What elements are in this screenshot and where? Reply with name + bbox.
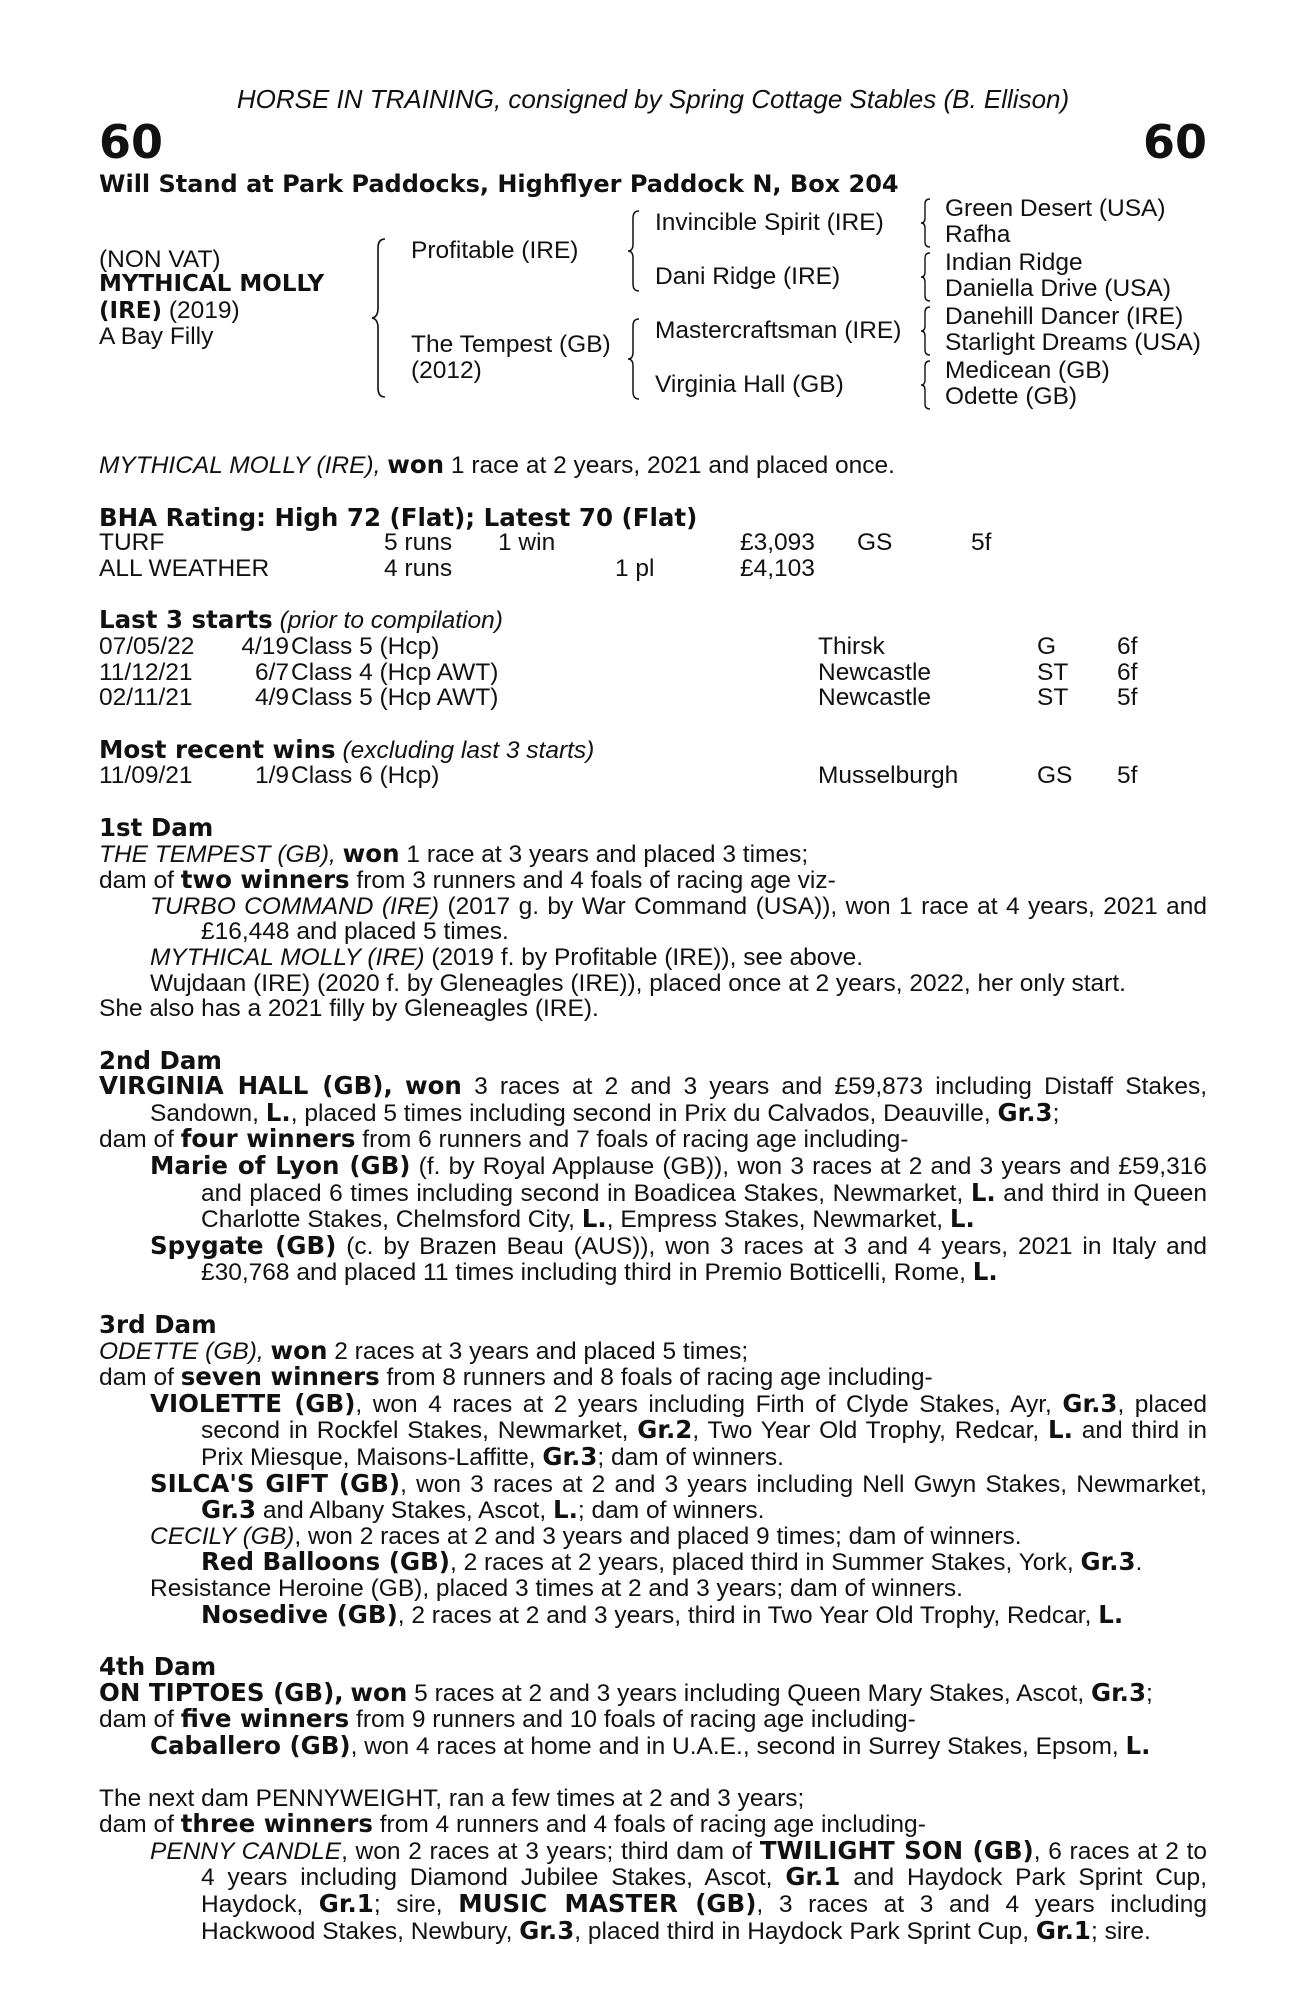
progeny-record: , Empress Stakes, Newmarket, <box>606 1206 950 1234</box>
dam2-line1 <box>99 1073 1207 1126</box>
dam2-line2 <box>99 1126 1207 1153</box>
dam3-heading: 3rd Dam <box>99 1310 217 1340</box>
dam1-note: She also has a 2021 filly by Gleneagles (IRE). <box>99 995 599 1023</box>
progeny-name: TURBO COMMAND (IRE) <box>150 892 440 920</box>
horse-description: A Bay Filly <box>99 323 214 350</box>
start-position: 4/19 <box>241 632 289 660</box>
progeny-record: , placed third in Haydock Park Sprint Cup, <box>574 1917 1036 1945</box>
progeny-name: Red Balloons (GB) <box>201 1547 450 1577</box>
pedigree-brace-dam <box>627 318 641 400</box>
next-dam-progeny-1 <box>99 1835 1208 1945</box>
progeny-name: SILCA'S GIFT (GB) <box>150 1468 401 1498</box>
dam3-runners: from 8 runners and 8 foals of racing age including- <box>379 1364 933 1392</box>
start-going: ST <box>1037 684 1069 712</box>
dam2-progeny-1 <box>99 1153 1207 1233</box>
race-grade: L. <box>1098 1599 1124 1629</box>
progeny-record: , won 2 races at 3 years; third dam of <box>341 1837 760 1865</box>
start-distance: 6f <box>1117 658 1138 686</box>
recent-wins-note: (excluding last 3 starts) <box>342 736 595 764</box>
pedigree-brace-g3-3 <box>920 306 932 356</box>
dam4-progeny-1 <box>99 1730 1207 1760</box>
pedigree-brace-main <box>371 238 387 398</box>
dam-year: (2012) <box>411 357 482 384</box>
progeny-name: VIOLETTE (GB) <box>150 1388 356 1418</box>
progeny-record: (2017 g. by War Command (USA)), won 1 race at 4 years, 2021 and £16,448 and placed 5 times. <box>201 892 1207 946</box>
race-grade: Gr.1 <box>1035 1915 1091 1945</box>
rating-row-turf <box>99 530 1207 556</box>
race-grade: Gr.3 <box>1062 1388 1118 1418</box>
pedigree-table <box>99 195 1207 426</box>
start-course: Newcastle <box>818 684 932 712</box>
next-dam-line2 <box>99 1811 1207 1838</box>
horse-country: (IRE) <box>99 298 163 324</box>
race-grade: Gr.1 <box>318 1888 374 1918</box>
last3-heading: Last 3 starts <box>99 605 273 635</box>
start-row <box>99 685 1207 711</box>
start-date: 02/11/21 <box>99 684 193 712</box>
dam-dam: Virginia Hall (GB) <box>655 371 844 398</box>
start-position: 6/7 <box>254 658 289 686</box>
race-grade: Gr.3 <box>201 1495 257 1525</box>
rating-places: 1 pl <box>615 554 655 582</box>
rating-prize: £4,103 <box>740 554 815 582</box>
progeny-record: (f. by Royal Applause (GB)), won 3 races at 2 and 3 years and £59,316 and placed 6 times including second in Boadicea Stakes, Newmarket, <box>201 1153 1207 1207</box>
race-grade: L. <box>970 1177 996 1207</box>
dam4-won: won <box>350 1677 408 1707</box>
dam4-name: ON TIPTOES (GB), <box>99 1677 344 1707</box>
dam2-record: , placed 5 times including second in Prix du Calvados, Deauville, <box>290 1099 998 1127</box>
progeny-name: Nosedive (GB) <box>201 1599 398 1629</box>
dam2-won: won <box>404 1071 462 1101</box>
rating-prize: £3,093 <box>740 529 815 557</box>
dam1-progeny-3: Wujdaan (IRE) (2020 f. by Gleneagles (IRE)), placed once at 2 years, 2022, her only start. <box>150 969 1126 997</box>
race-grade: L. <box>552 1495 578 1525</box>
next-dam-winners: three winners <box>180 1809 373 1839</box>
win-row <box>99 763 1207 789</box>
lot-number-row <box>99 114 1207 170</box>
race-grade: L. <box>1048 1415 1073 1445</box>
dam4-winners: five winners <box>180 1704 350 1734</box>
horse-name: MYTHICAL MOLLY <box>99 271 325 297</box>
dam1-progeny-1 <box>99 894 1207 945</box>
summary-text: 1 race at 2 years, 2021 and placed once. <box>444 452 895 479</box>
dam-sire: Mastercraftsman (IRE) <box>655 317 902 344</box>
progeny-name: Caballero (GB) <box>150 1730 351 1760</box>
dam1-won: won <box>342 838 400 868</box>
dam3-record: 2 races at 3 years and placed 5 times; <box>327 1337 749 1365</box>
dam1-line1 <box>99 838 1207 868</box>
start-going: ST <box>1037 658 1069 686</box>
recent-wins-title <box>99 734 1207 764</box>
dam3-name: ODETTE (GB), <box>99 1337 264 1365</box>
progeny-record: , won 2 races at 2 and 3 years and placed 9 times; dam of winners. <box>294 1522 1022 1550</box>
pedigree-brace-g3-2 <box>920 252 932 302</box>
dam2-name: VIRGINIA HALL (GB), <box>99 1071 393 1101</box>
dam4-heading: 4th Dam <box>99 1652 217 1682</box>
win-position: 1/9 <box>254 762 289 790</box>
race-grade: L. <box>949 1204 975 1234</box>
race-grade: Gr.3 <box>542 1442 598 1471</box>
sire-sire: Invincible Spirit (IRE) <box>655 209 884 236</box>
dam3-progeny-2 <box>99 1468 1207 1525</box>
rating-going: GS <box>857 529 893 557</box>
g3-sdd: Daniella Drive (USA) <box>945 275 1172 302</box>
sire: Profitable (IRE) <box>411 237 579 264</box>
rating-wins: 1 win <box>498 529 556 557</box>
progeny-record: and Albany Stakes, Ascot, <box>256 1497 553 1525</box>
start-date: 11/12/21 <box>99 658 193 686</box>
progeny-record: . <box>1135 1549 1143 1577</box>
progeny-name: Spygate (GB) <box>150 1230 337 1260</box>
g3-sds: Indian Ridge <box>945 249 1083 276</box>
g3-ddd: Odette (GB) <box>945 383 1078 410</box>
race-grade: Gr.1 <box>785 1862 841 1892</box>
progeny-record: , won 3 races at 2 and 3 years including Nell Gwyn Stakes, Newmarket, <box>400 1470 1207 1498</box>
consignor-line: HORSE IN TRAINING, consigned by Spring Cottage Stables (B. Ellison) <box>236 84 1070 114</box>
rating-distance: 5f <box>971 529 992 557</box>
progeny-record: and Haydock Park Sprint Cup, Haydock, <box>201 1864 1207 1918</box>
start-position: 4/9 <box>254 684 289 712</box>
dam3-line1 <box>99 1335 1207 1365</box>
dam3-dam-of: dam of <box>99 1364 181 1392</box>
dam2-runners: from 6 runners and 7 foals of racing age including- <box>355 1126 909 1154</box>
progeny-name: MYTHICAL MOLLY (IRE) <box>150 943 425 971</box>
dam3-progeny-3-offspring <box>99 1549 1207 1576</box>
race-grade: Gr.3 <box>1090 1677 1147 1707</box>
dam1-progeny-2 <box>99 945 1207 971</box>
dam2-winners: four winners <box>180 1124 356 1154</box>
dam2-dam-of: dam of <box>99 1126 181 1154</box>
dam3-winners: seven winners <box>180 1362 380 1392</box>
rating-row-all-weather <box>99 556 1207 582</box>
progeny-record: , 3 races at 3 and 4 years including Hackwood Stakes, Newbury, <box>201 1890 1207 1945</box>
progeny-name: TWILIGHT SON (GB) <box>759 1835 1034 1865</box>
pedigree-brace-g3-4 <box>920 360 932 410</box>
start-going: G <box>1037 632 1057 660</box>
dam2-record: 3 races at 2 and 3 years and £59,873 including Distaff Stakes, Sandown, <box>150 1073 1207 1127</box>
g3-ssd: Rafha <box>945 221 1011 248</box>
dam1-runners: from 3 runners and 4 foals of racing age viz- <box>349 867 836 895</box>
rating-runs: 4 runs <box>384 554 453 582</box>
progeny-record: ; dam of winners. <box>597 1444 784 1471</box>
dam2-progeny-2 <box>99 1230 1208 1287</box>
progeny-record: (2019 f. by Profitable (IRE)), see above. <box>424 943 864 971</box>
race-grade: Gr.2 <box>637 1415 693 1445</box>
start-distance: 6f <box>1117 632 1138 660</box>
dam1-line2 <box>99 867 1207 894</box>
sire-dam: Dani Ridge (IRE) <box>655 263 841 290</box>
start-class: Class 5 (Hcp AWT) <box>291 684 499 712</box>
win-going: GS <box>1037 762 1073 790</box>
g3-sss: Green Desert (USA) <box>945 195 1166 222</box>
catalogue-page <box>99 84 1207 1944</box>
vat-status: (NON VAT) <box>99 246 221 273</box>
horse-name-country-year <box>99 298 240 325</box>
start-course: Newcastle <box>818 658 932 686</box>
win-class: Class 6 (Hcp) <box>291 762 440 790</box>
progeny-record: and third in Prix Miesque, Maisons-Laffitte, <box>201 1417 1207 1471</box>
race-grade: Gr.3 <box>997 1097 1053 1127</box>
start-row <box>99 634 1207 660</box>
dam3-line2 <box>99 1364 1207 1391</box>
progeny-name: MUSIC MASTER (GB) <box>458 1888 757 1918</box>
g3-dds: Medicean (GB) <box>945 357 1110 384</box>
dam3-progeny-4: Resistance Heroine (GB), placed 3 times at 2 and 3 years; dam of winners. <box>150 1574 963 1602</box>
progeny-record: , 2 races at 2 and 3 years, third in Two Year Old Trophy, Redcar, <box>397 1601 1099 1629</box>
dam4-dam-of: dam of <box>99 1706 181 1734</box>
progeny-record: ; sire. <box>1090 1917 1151 1945</box>
dam4-runners: from 9 runners and 10 foals of racing age including- <box>349 1706 916 1734</box>
next-dam-of: dam of <box>99 1811 181 1839</box>
progeny-record: and third in Queen Charlotte Stakes, Chelmsford City, <box>201 1179 1207 1234</box>
dam4-line1 <box>99 1677 1207 1707</box>
win-date: 11/09/21 <box>99 762 193 790</box>
next-dam-line1: The next dam PENNYWEIGHT, ran a few times at 2 and 3 years; <box>99 1784 805 1812</box>
win-course: Musselburgh <box>818 762 959 790</box>
progeny-record: ; dam of winners. <box>577 1497 765 1525</box>
progeny-record: , Two Year Old Trophy, Redcar, <box>692 1417 1049 1445</box>
dam1-winners: two winners <box>180 865 350 895</box>
lot-number-right: 60 <box>1142 115 1207 169</box>
race-grade: L. <box>265 1097 291 1127</box>
dam1-record: 1 race at 3 years and placed 3 times; <box>399 840 809 868</box>
progeny-name: CECILY (GB) <box>150 1522 295 1550</box>
race-grade: Gr.3 <box>519 1915 575 1945</box>
horse-year: (2019) <box>168 297 240 324</box>
rating-surface: ALL WEATHER <box>99 554 270 582</box>
start-date: 07/05/22 <box>99 632 195 660</box>
last3-title <box>99 607 1207 634</box>
win-distance: 5f <box>1117 762 1138 790</box>
race-grade: L. <box>581 1204 607 1234</box>
pedigree-brace-sire <box>627 210 641 292</box>
dam: The Tempest (GB) <box>411 331 611 358</box>
dam3-won: won <box>270 1335 328 1365</box>
dam4-record: ; <box>1146 1679 1153 1707</box>
summary-won: won <box>387 450 445 479</box>
g3-dss: Danehill Dancer (IRE) <box>945 303 1184 330</box>
recent-wins-heading: Most recent wins <box>99 734 336 764</box>
race-grade: L. <box>972 1257 998 1287</box>
progeny-record: , placed second in Rockfel Stakes, Newmarket, <box>201 1390 1207 1445</box>
summary-horse-name: MYTHICAL MOLLY (IRE), <box>99 452 381 479</box>
last3-note: (prior to compilation) <box>279 607 503 635</box>
progeny-name: PENNY CANDLE <box>150 1837 342 1865</box>
stand-location: Will Stand at Park Paddocks, Highflyer Paddock N, Box 204 <box>99 170 899 198</box>
dam3-progeny-3 <box>99 1524 1207 1550</box>
start-class: Class 4 (Hcp AWT) <box>291 658 499 686</box>
dam3-progeny-4-offspring <box>99 1599 1207 1629</box>
bha-rating-title: BHA Rating: High 72 (Flat); Latest 70 (Flat) <box>99 502 698 532</box>
race-grade: L. <box>1125 1730 1151 1760</box>
progeny-record: , won 4 races at 2 years including Firth of Clyde Stakes, Ayr, <box>355 1390 1063 1418</box>
rating-surface: TURF <box>99 529 165 557</box>
start-distance: 5f <box>1117 684 1138 712</box>
start-course: Thirsk <box>818 632 885 660</box>
dam2-record: ; <box>1052 1099 1060 1127</box>
dam2-heading: 2nd Dam <box>99 1045 222 1075</box>
progeny-record: , won 4 races at home and in U.A.E., second in Surrey Stakes, Epsom, <box>350 1732 1126 1760</box>
pedigree-brace-g3-1 <box>920 198 932 248</box>
dam4-record: 5 races at 2 and 3 years including Queen Mary Stakes, Ascot, <box>407 1679 1091 1707</box>
dam1-name: THE TEMPEST (GB), <box>99 840 336 868</box>
dam1-heading: 1st Dam <box>99 812 214 842</box>
next-dam-runners: from 4 runners and 4 foals of racing age including- <box>372 1811 926 1839</box>
g3-dsd: Starlight Dreams (USA) <box>945 329 1201 356</box>
start-row <box>99 660 1207 686</box>
rating-runs: 5 runs <box>384 529 453 557</box>
dam4-line2 <box>99 1706 1207 1733</box>
start-class: Class 5 (Hcp) <box>291 632 440 660</box>
dam3-progeny-1 <box>99 1388 1207 1471</box>
progeny-record: , 2 races at 2 years, placed third in Summer Stakes, York, <box>449 1549 1081 1577</box>
race-summary <box>99 452 1207 479</box>
progeny-record: (c. by Brazen Beau (AUS)), won 3 races at 3 and 4 years, 2021 in Italy and £30,768 and placed 11 times including third in Premio Botticelli, Rome, <box>201 1232 1208 1287</box>
progeny-record: ; sire, <box>373 1890 459 1918</box>
progeny-record: , 6 races at 2 to 4 years including Diamond Jubilee Stakes, Ascot, <box>201 1837 1208 1892</box>
dam1-dam-of: dam of <box>99 867 181 895</box>
race-grade: Gr.3 <box>1080 1547 1136 1577</box>
progeny-name: Marie of Lyon (GB) <box>150 1151 411 1181</box>
lot-number-left: 60 <box>99 115 164 169</box>
